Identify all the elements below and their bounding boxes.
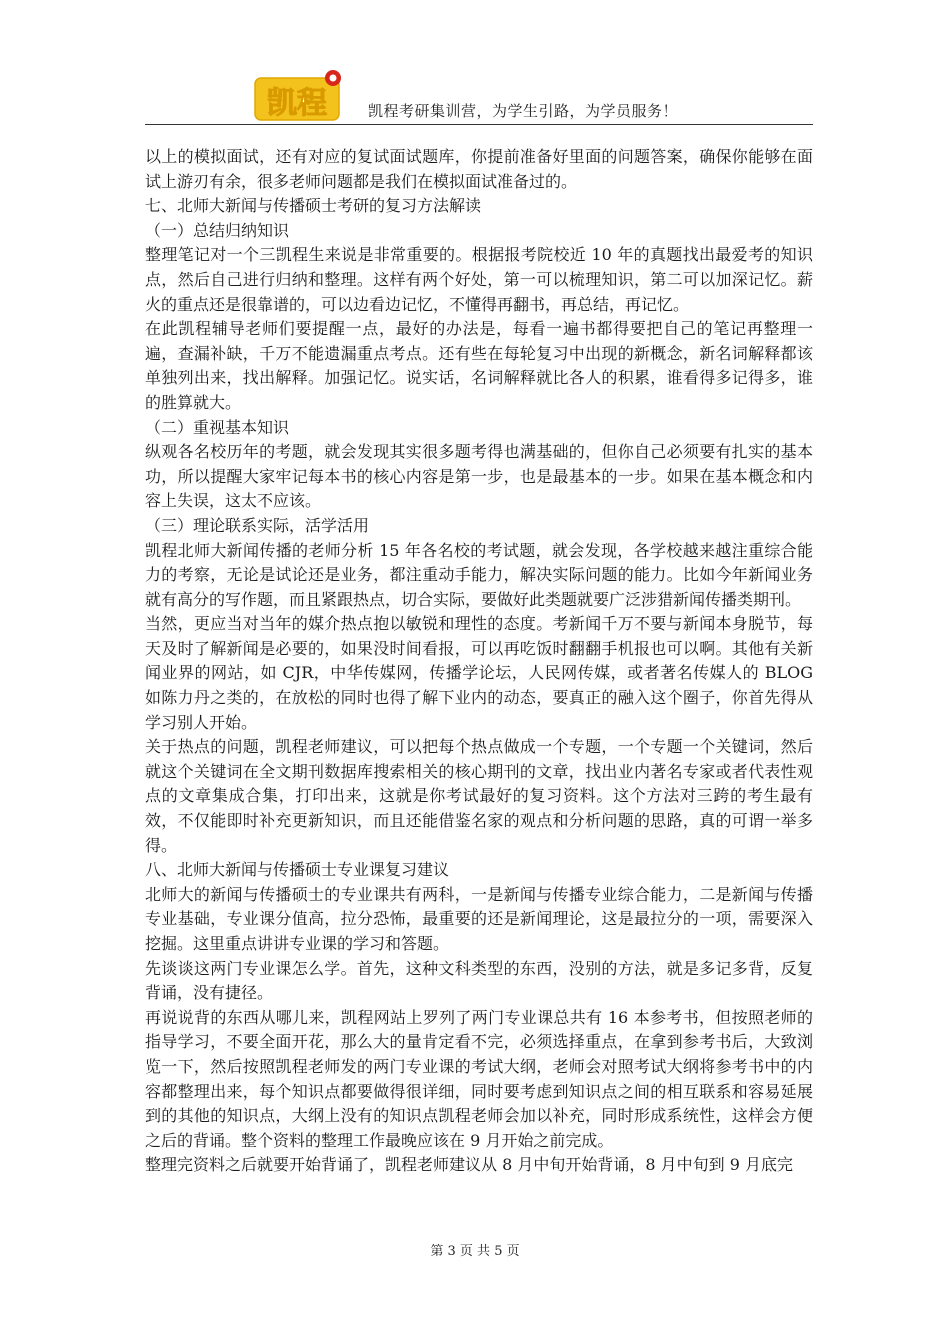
document-body xyxy=(145,145,813,1178)
subsection-heading: （二）重视基本知识 xyxy=(145,417,290,437)
section-heading: 七、北师大新闻与传播硕士考研的复习方法解读 xyxy=(145,196,482,216)
paragraph: 关于热点的问题，凯程老师建议，可以把每个热点做成一个专题，一个专题一个关键词，然后就这个关键词在全文期刊数据库搜索相关的核心期刊的文章，找出业内著名专家或者代表性观点的文章集成合集，打印出来，这就是你考试最好的复习资料。这个方法对三跨的考生最有效，不仅能即时补充更新知识，而且还能借鉴名家的观点和分析问题的思路，真的可谓一举多得。 xyxy=(145,737,813,855)
paragraph: 纵观各名校历年的考题，就会发现其实很多题考得也满基础的，但你自己必须要有扎实的基本功，所以提醒大家牢记每本书的核心内容是第一步，也是最基本的一步。如果在基本概念和内容上失误，这太不应该。 xyxy=(145,442,813,511)
paragraph: 整理完资料之后就要开始背诵了，凯程老师建议从 8 月中旬开始背诵，8 月中旬到 9 月底完 xyxy=(145,1155,793,1175)
svg-text:凯程: 凯程 xyxy=(267,86,327,121)
paragraph: 以上的模拟面试，还有对应的复试面试题库，你提前准备好里面的问题答案，确保你能够在面试上游刃有余，很多老师问题都是我们在模拟面试准备过的。 xyxy=(145,147,813,191)
header-divider xyxy=(145,124,813,125)
page-number: 第 3 页 共 5 页 xyxy=(430,1244,520,1259)
subsection-heading: （一）总结归纳知识 xyxy=(145,220,290,240)
paragraph: 在此凯程辅导老师们要提醒一点，最好的办法是，每看一遍书都得要把自己的笔记再整理一遍，查漏补缺，千万不能遗漏重点考点。还有些在每轮复习中出现的新概念，新名词解释都该单独列出来，找出解释。加强记忆。说实话，名词解释就比各人的积累，谁看得多记得多，谁的胜算就大。 xyxy=(145,319,813,412)
paragraph: 再说说背的东西从哪儿来，凯程网站上罗列了两门专业课总共有 16 本参考书，但按照老师的指导学习，不要全面开花，那么大的量肯定看不完，必须选择重点，在拿到参考书后，大致浏览一下，然后按照凯程老师发的两门专业课的考试大纲，老师会对照考试大纲将参考书中的内容都整理出来，每个知识点都要做得很详细，同时要考虑到知识点之间的相互联系和容易延展到的其他的知识点，大纲上没有的知识点凯程老师会加以补充，同时形成系统性，这样会方便之后的背诵。整个资料的整理工作最晚应该在 9 月开始之前完成。 xyxy=(145,1007,813,1150)
subsection-heading: （三）理论联系实际，活学活用 xyxy=(145,515,370,535)
page-header xyxy=(145,58,813,124)
paragraph: 凯程北师大新闻传播的老师分析 15 年各名校的考试题，就会发现，各学校越来越注重综合能力的考察，无论是试论还是业务，都注重动手能力，解决实际问题的能力。比如今年新闻业务就有高分的写作题，而且紧跟热点，切合实际，要做好此类题就要广泛涉猎新闻传播类期刊。 xyxy=(145,540,813,609)
paragraph: 先谈谈这两门专业课怎么学。首先，这种文科类型的东西，没别的方法，就是多记多背，反复背诵，没有捷径。 xyxy=(145,958,813,1003)
section-heading: 八、北师大新闻与传播硕士专业课复习建议 xyxy=(145,860,450,880)
kaicheng-logo xyxy=(253,68,343,122)
paragraph: 当然，更应当对当年的媒介热点抱以敏锐和理性的态度。考新闻千万不要与新闻本身脱节，每天及时了解新闻是必要的，如果没时间看报，可以再吃饭时翻翻手机报也可以啊。其他有关新闻业界的网站，如 CJR，中华传媒网，传播学论坛，人民网传媒，或者著名传媒人的 BLOG 如陈力丹之类的，在放松的同时也得了解下业内的动态，要真正的融入这个圈子，你首先得从学习别人开始。 xyxy=(145,614,813,732)
paragraph: 整理笔记对一个三凯程生来说是非常重要的。根据报考院校近 10 年的真题找出最爱考的知识点，然后自己进行归纳和整理。这样有两个好处，第一可以梳理知识，第二可以加深记忆。薪火的重点还是很靠谱的，可以边看边记忆，不懂得再翻书，再总结，再记忆。 xyxy=(145,245,813,314)
paragraph: 北师大的新闻与传播硕士的专业课共有两科，一是新闻与传播专业综合能力，二是新闻与传播专业基础，专业课分值高，拉分恐怖，最重要的还是新闻理论，这是最拉分的一项，需要深入挖掘。这里重点讲讲专业课的学习和答题。 xyxy=(145,884,813,953)
header-slogan: 凯程考研集训营，为学生引路，为学员服务！ xyxy=(368,102,679,120)
